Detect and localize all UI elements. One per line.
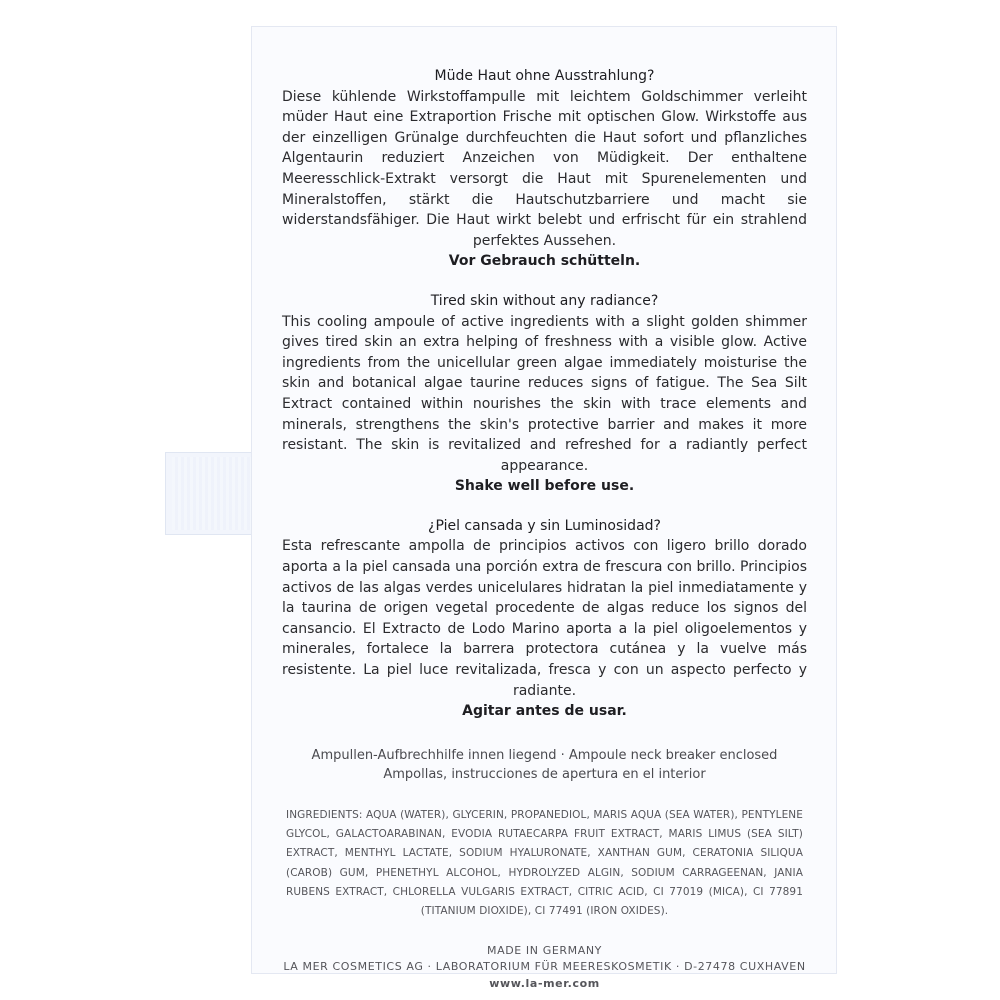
english-description: This cooling ampoule of active ingredients with a slight golden shimmer gives tired skin an extra helping of freshness with a visible glow. Active ingredients from the unicellular green algae immediately moisturise the skin and botanical algae taurine reduces signs of fatigue. The Sea Silt Extract contained within nourishes the skin with trace elements and minerals, strengthens the skin's protective barrier and makes it more resistant. The skin is revitalized and refreshed for a radiantly perfect appearance. [282, 313, 807, 474]
english-heading: Tired skin without any radiance? [430, 292, 659, 309]
website-url: www.la-mer.com [489, 976, 600, 990]
ingredients-list: INGREDIENTS: AQUA (WATER), GLYCERIN, PROPANEDIOL, MARIS AQUA (SEA WATER), PENTYLENE GLYCOL, GALACTOARABINAN, EVODIA RUTAECARPA FRUIT EXTRACT, MARIS LIMUS (SEA SILT) EXTRACT, MENTHYL LACTATE, SODIUM HYALURONATE, XANTHAN GUM, CERATONIA SILIQUA (CAROB) GUM, PHENETHYL ALCOHOL, HYDROLYZED ALGIN, SODIUM CARRAGEENAN, JANIA RUBENS EXTRACT, CHLORELLA VULGARIS EXTRACT, CITRIC ACID, CI 77019 (MICA), CI 77891 (TITANIUM DIOXIDE), CI 77491 (IRON OXIDES). [286, 808, 803, 918]
german-section [282, 66, 807, 272]
ampoule-note-line2: Ampollas, instrucciones de apertura en el interior [383, 767, 706, 783]
box-text-content [282, 66, 807, 992]
spanish-section [282, 516, 807, 722]
spanish-heading: ¿Piel cansada y sin Luminosidad? [428, 517, 661, 534]
spanish-shake-instruction: Agitar antes de usar. [462, 703, 627, 720]
hanging-tab [165, 452, 260, 535]
made-in-label: MADE IN GERMANY [487, 943, 602, 957]
company-address: LA MER COSMETICS AG · LABORATORIUM FÜR MEERESKOSMETIK · D-27478 CUXHAVEN [283, 960, 806, 974]
ampoule-note [282, 746, 807, 785]
manufacturer-footer [282, 943, 807, 993]
german-description: Diese kühlende Wirkstoffampulle mit leichtem Goldschimmer verleiht müder Haut eine Extraportion Frische mit optischen Glow. Wirkstoffe aus der einzelligen Grünalge durchfeuchten die Haut sofort und pflanzliches Algentaurin reduziert Anzeichen von Müdigkeit. Der enthaltene Meeresschlick-Extrakt versorgt die Haut mit Spurenelementen und Mineralstoffen, stärkt die Hautschutzbarriere und macht sie widerstandsfähiger. Die Haut wirkt belebt und erfrischt für ein strahlend perfektes Aussehen. [282, 88, 807, 249]
german-shake-instruction: Vor Gebrauch schütteln. [448, 253, 641, 270]
spanish-description: Esta refrescante ampolla de principios activos con ligero brillo dorado aporta a la piel cansada una porción extra de frescura con brillo. Principios activos de las algas verdes unicelulares hidratan la piel inmediatamente y la taurina de origen vegetal procedente de algas reduce los signos del cansancio. El Extracto de Lodo Marino aporta a la piel oligoelementos y minerales, fortalece la barrera protectora cutánea y la vuelve más resistente. La piel luce revitalizada, fresca y con un aspecto perfecto y radiante. [282, 538, 807, 699]
ampoule-note-line1: Ampullen-Aufbrechhilfe innen liegend · Ampoule neck breaker enclosed [311, 747, 778, 763]
english-section [282, 291, 807, 497]
german-heading: Müde Haut ohne Ausstrahlung? [434, 68, 655, 84]
english-shake-instruction: Shake well before use. [454, 478, 635, 495]
